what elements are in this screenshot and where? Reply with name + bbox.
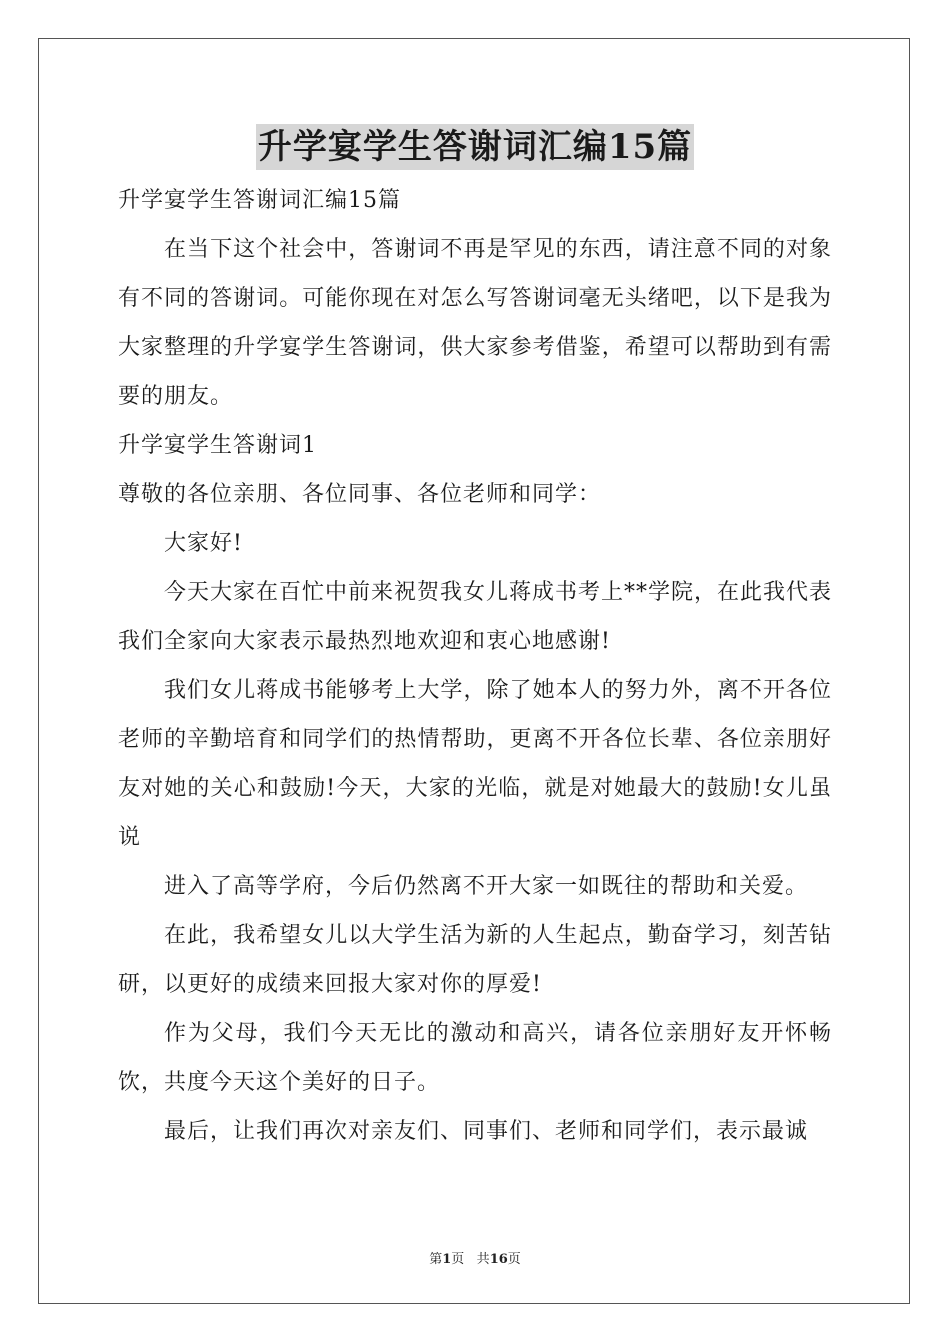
title-container bbox=[0, 124, 950, 170]
paragraph: 最后，让我们再次对亲友们、同事们、老师和同学们，表示最诚 bbox=[164, 1119, 809, 1144]
total-suffix: 页 bbox=[507, 1252, 521, 1267]
page-footer bbox=[0, 1248, 950, 1267]
paragraph: 今天大家在百忙中前来祝贺我女儿蒋成书考上**学院，在此我代表我们全家向大家表示最热烈地欢迎和衷心地感谢! bbox=[118, 580, 833, 654]
paragraph: 升学宴学生答谢词汇编15篇 bbox=[118, 188, 401, 213]
paragraph: 在此，我希望女儿以大学生活为新的人生起点，勤奋学习，刻苦钻研，以更好的成绩来回报大家对你的厚爱! bbox=[118, 923, 832, 997]
total-pages: 16 bbox=[489, 1252, 508, 1267]
document-body bbox=[118, 176, 832, 1156]
paragraph: 尊敬的各位亲朋、各位同事、各位老师和同学： bbox=[118, 482, 602, 507]
page-suffix: 页 bbox=[451, 1252, 465, 1267]
paragraph: 进入了高等学府，今后仍然离不开大家一如既往的帮助和关爱。 bbox=[164, 874, 809, 899]
page-prefix: 第 bbox=[429, 1252, 443, 1267]
paragraph: 升学宴学生答谢词1 bbox=[118, 433, 317, 458]
total-prefix: 共 bbox=[476, 1252, 490, 1267]
paragraph: 我们女儿蒋成书能够考上大学，除了她本人的努力外，离不开各位老师的辛勤培育和同学们的热情帮助，更离不开各位长辈、各位亲朋好友对她的关心和鼓励!今天，大家的光临，就是对她最大的鼓励!女儿虽说 bbox=[118, 678, 832, 850]
paragraph: 在当下这个社会中，答谢词不再是罕见的东西，请注意不同的对象有不同的答谢词。可能你现在对怎么写答谢词毫无头绪吧，以下是我为大家整理的升学宴学生答谢词，供大家参考借鉴，希望可以帮助到有需要的朋友。 bbox=[118, 237, 832, 409]
document-title: 升学宴学生答谢词汇编15篇 bbox=[256, 124, 694, 170]
paragraph: 作为父母，我们今天无比的激动和高兴，请各位亲朋好友开怀畅饮，共度今天这个美好的日子。 bbox=[118, 1021, 832, 1095]
paragraph: 大家好! bbox=[164, 531, 243, 556]
page-number: 1 bbox=[442, 1252, 452, 1267]
